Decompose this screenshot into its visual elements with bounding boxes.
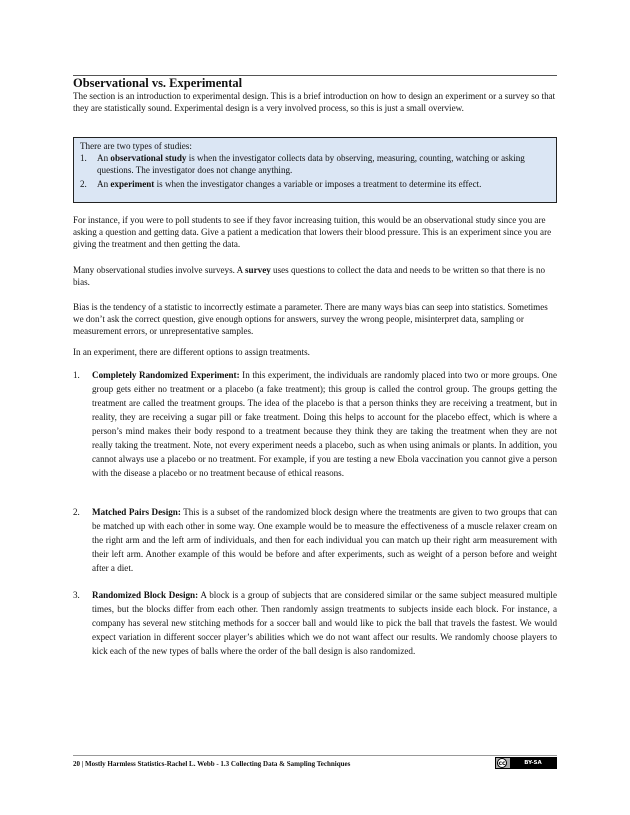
term-observational-study: observational study bbox=[110, 153, 187, 163]
text-run: An bbox=[97, 179, 111, 189]
item-text: This is a subset of the randomized block design where the treatments are given to two groups that can be matched up with each other in some way. One example would be to measure the effectiveness of a muscle relaxer cream on the right arm and the left arm of individuals, and then for each individual you can match up their right arm measurement with their left arm. Another example of this would be before and after experiments, such as weight of a person before and weight after a diet. bbox=[92, 507, 557, 573]
paragraph-treatments: In an experiment, there are different options to assign treatments. bbox=[73, 347, 310, 357]
item-title: Completely Randomized Experiment: bbox=[92, 370, 240, 380]
page-footer: 20 | Mostly Harmless Statistics-Rachel L. Webb - 1.3 Collecting Data & Sampling Techniques bbox=[73, 755, 557, 769]
study-types-box bbox=[73, 137, 557, 203]
text-run: is when the investigator changes a variable or imposes a treatment to determine its effect. bbox=[154, 179, 482, 189]
text-run: Many observational studies involve surveys. A bbox=[73, 265, 246, 275]
license-label: BY-SA bbox=[510, 758, 556, 768]
list-number: 2. bbox=[73, 507, 80, 517]
item-title: Randomized Block Design: bbox=[92, 590, 199, 600]
paragraph-bias: Bias is the tendency of a statistic to incorrectly estimate a parameter. There are many ways bias can seep into statistics. Sometimes we don’t ask the correct question, give enough options for answers, survey the wrong people, misinterpret data, sampling or measurement errors, or unrepresentative samples. bbox=[73, 302, 548, 336]
list-number: 1. bbox=[80, 153, 87, 163]
cc-license-badge[interactable] bbox=[495, 757, 557, 769]
paragraph-poll-example: For instance, if you were to poll students to see if they favor increasing tuition, this would be an observational study since you are asking a question and getting data. Give a patient a medication that lowers their blood pressure. This is an experiment since you are giving the treatment and then getting the data. bbox=[73, 215, 552, 249]
list-item-randomized-block bbox=[73, 588, 557, 658]
list-number: 1. bbox=[73, 370, 80, 380]
list-number: 3. bbox=[73, 590, 80, 600]
text-run: An bbox=[97, 153, 111, 163]
list-number: 2. bbox=[80, 179, 87, 189]
box-item-experiment bbox=[80, 178, 550, 190]
box-item-observational bbox=[80, 152, 550, 176]
item-title: Matched Pairs Design: bbox=[92, 507, 181, 517]
item-text: In this experiment, the individuals are randomly placed into two or more groups. One group gets either no treatment or a placebo (a fake treatment); this group is called the control group. The groups getting the treatment are called the treatment groups. The idea of the placebo is that a person thinks they are receiving a treatment, but in reality, they are receiving a sugar pill or fake treatment. Doing this helps to account for the placebo effect, which is where a person’s mind makes their body respond to a treatment because they think they are taking the treatment when they are not really taking the treatment. Note, not every experiment needs a placebo, such as when using animals or plants. In addition, you cannot always use a placebo or no treatment. For example, if you are testing a new Ebola vaccination you cannot give a person with the disease a placebo or no treatment because of ethical reasons. bbox=[92, 370, 558, 478]
term-survey: survey bbox=[245, 265, 271, 275]
section-heading: Observational vs. Experimental bbox=[73, 75, 557, 90]
cc-logo-icon: cc bbox=[498, 759, 506, 767]
term-experiment: experiment bbox=[110, 179, 155, 189]
text-run: uses questions to collect the data and needs to be written so that there is no bias. bbox=[73, 265, 546, 287]
item-text: A block is a group of subjects that are considered similar or the same subject measured multiple times, but the blocks differ from each other. Then randomly assign treatments to subjects inside each block. For instance, a company has several new stitching methods for a soccer ball and would like to pick the ball that travels the fastest. We would expect variation in different soccer player’s abilities which we do not want affect our results. We randomly choose players to kick each of the new types of balls where the order of the ball design is also randomized. bbox=[92, 590, 557, 656]
text-run: is when the investigator collects data by observing, measuring, counting, watching or asking questions. The investigator does not change anything. bbox=[97, 153, 525, 175]
box-lead: There are two types of studies: bbox=[80, 141, 192, 151]
list-item-completely-randomized bbox=[73, 368, 557, 480]
paragraph-surveys bbox=[73, 264, 557, 288]
intro-paragraph: The section is an introduction to experimental design. This is a brief introduction on how to design an experiment or a survey so that they are statistically sound. Experimental design is a very involved process, so this is just a small overview. bbox=[73, 91, 556, 113]
list-item-matched-pairs bbox=[73, 505, 557, 575]
